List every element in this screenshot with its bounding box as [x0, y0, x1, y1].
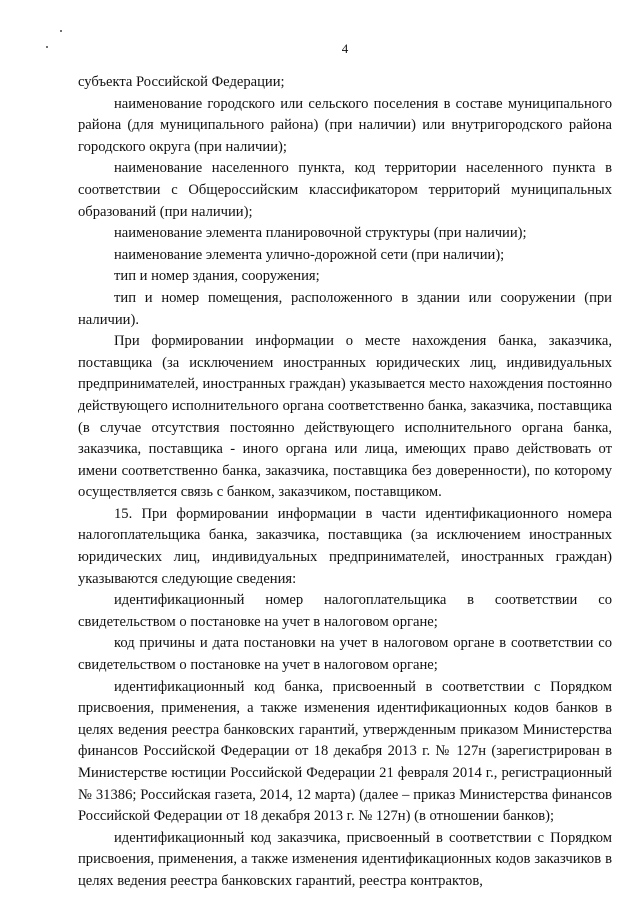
paragraph: наименование населенного пункта, код территории населенного пункта в соответствии с Общероссийским классификатором территорий муниципальных образований (при наличии); — [78, 160, 612, 220]
paragraph: субъекта Российской Федерации; — [78, 74, 285, 90]
paragraph: наименование элемента улично-дорожной сети (при наличии); — [114, 246, 505, 263]
paragraph: При формировании информации о месте нахождения банка, заказчика, поставщика (за исключением иностранных юридических лиц, индивидуальных предпринимателей, иностранных граждан) указывается место нахождения постоянно действующего исполнительного органа соответственно банка, заказчика, поставщика (в случае отсутствия постоянно действующего исполнительного органа банка, заказчика, поставщика - иного органа или лица, имеющих право действовать от имени соответственно банка, заказчика, поставщика без доверенности), по которому осуществляется связь с банком, заказчиком, поставщиком. — [78, 333, 612, 501]
paragraph: тип и номер помещения, расположенного в здании или сооружении (при наличии). — [78, 289, 612, 328]
paragraph: код причины и дата постановки на учет в налоговом органе в соответствии со свидетельством о постановке на учет в налоговом органе; — [78, 635, 612, 674]
paragraph: наименование элемента планировочной структуры (при наличии); — [114, 225, 527, 242]
paragraph: идентификационный код заказчика, присвоенный в соответствии с Порядком присвоения, применения, а также изменения идентификационных кодов заказчиков в целях ведения реестра банковских гарантий, реестра контрактов, — [78, 829, 612, 889]
scan-speck — [60, 30, 62, 32]
paragraph: тип и номер здания, сооружения; — [114, 268, 320, 285]
document-body — [78, 72, 612, 893]
page-number: 4 — [341, 41, 349, 56]
paragraph: идентификационный код банка, присвоенный в соответствии с Порядком присвоения, применения, а также изменения идентификационных кодов банков в целях ведения реестра банковских гарантий, утвержденным приказом Министерства финансов Российской Федерации от 18 декабря 2013 г. № 127н (зарегистрирован в Министерстве юстиции Российской Федерации 21 февраля 2014 г., регистрационный № 31386; Российская газета, 2014, 12 марта) (далее – приказ Министерства финансов Российской Федерации от 18 декабря 2013 г. № 127н) (в отношении банков); — [78, 678, 612, 825]
paragraph: наименование городского или сельского поселения в составе муниципального района (для муниципального района) (при наличии) или внутригородского района городского округа (при наличии); — [78, 95, 612, 155]
paragraph: идентификационный номер налогоплательщика в соответствии со свидетельством о постановке на учет в налоговом органе; — [78, 592, 612, 630]
paragraph: 15. При формировании информации в части идентификационного номера налогоплательщика банка, заказчика, поставщика (за исключением иностранных юридических лиц, индивидуальных предпринимателей, иностранных граждан) указываются следующие сведения: — [78, 505, 612, 587]
